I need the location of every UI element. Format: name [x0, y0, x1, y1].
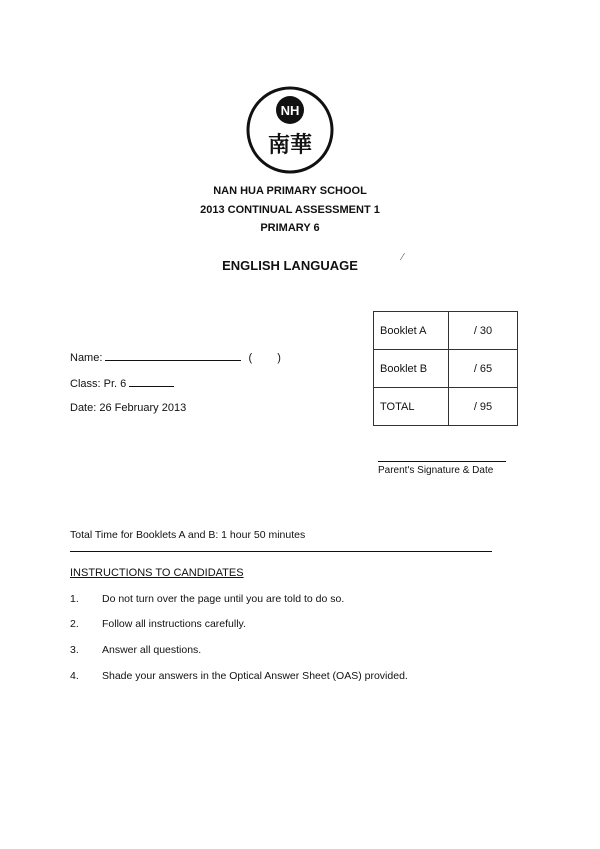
level-title: PRIMARY 6 — [260, 222, 320, 234]
class-line[interactable] — [129, 376, 174, 387]
total-time: Total Time for Booklets A and B: 1 hour 50 minutes — [70, 529, 306, 541]
item-number: 4. — [70, 670, 79, 682]
divider — [70, 551, 492, 552]
list-item — [70, 670, 408, 682]
school-logo — [244, 84, 336, 176]
list-item — [70, 593, 344, 605]
name-paren-close: ) — [277, 352, 281, 364]
list-item — [70, 644, 201, 656]
name-label: Name: — [70, 352, 103, 364]
signature-line — [378, 461, 506, 462]
logo-chinese: 南華 — [267, 133, 313, 158]
score-table — [373, 311, 518, 426]
list-item — [70, 618, 246, 630]
score-value: / 30 — [449, 312, 518, 350]
date-field: Date: 26 February 2013 — [70, 402, 187, 414]
signature-label: Parent's Signature & Date — [378, 465, 494, 476]
table-row — [374, 350, 518, 388]
class-label: Class: Pr. 6 — [70, 378, 127, 390]
name-paren-open: ( — [248, 352, 253, 364]
score-label: Booklet B — [374, 350, 449, 388]
score-label: TOTAL — [374, 388, 449, 426]
score-value: / 95 — [449, 388, 518, 426]
item-number: 3. — [70, 644, 79, 656]
item-text: Answer all questions. — [102, 644, 202, 656]
score-value: / 65 — [449, 350, 518, 388]
assessment-title: 2013 CONTINUAL ASSESSMENT 1 — [200, 204, 380, 216]
name-line[interactable] — [105, 350, 241, 361]
item-text: Do not turn over the page until you are told to do so. — [102, 593, 345, 605]
stray-mark: ⁄ — [402, 252, 404, 263]
class-field[interactable] — [70, 376, 174, 390]
school-name: NAN HUA PRIMARY SCHOOL — [213, 185, 367, 197]
table-row — [374, 312, 518, 350]
item-number: 1. — [70, 593, 79, 605]
item-text: Follow all instructions carefully. — [102, 618, 246, 630]
item-text: Shade your answers in the Optical Answer Sheet (OAS) provided. — [102, 670, 408, 682]
logo-monogram: NH — [280, 103, 300, 118]
item-number: 2. — [70, 618, 79, 630]
score-label: Booklet A — [374, 312, 449, 350]
instructions-title: INSTRUCTIONS TO CANDIDATES — [70, 567, 244, 579]
subject-title: ENGLISH LANGUAGE — [222, 258, 358, 273]
table-row — [374, 388, 518, 426]
name-field[interactable] — [70, 350, 281, 364]
